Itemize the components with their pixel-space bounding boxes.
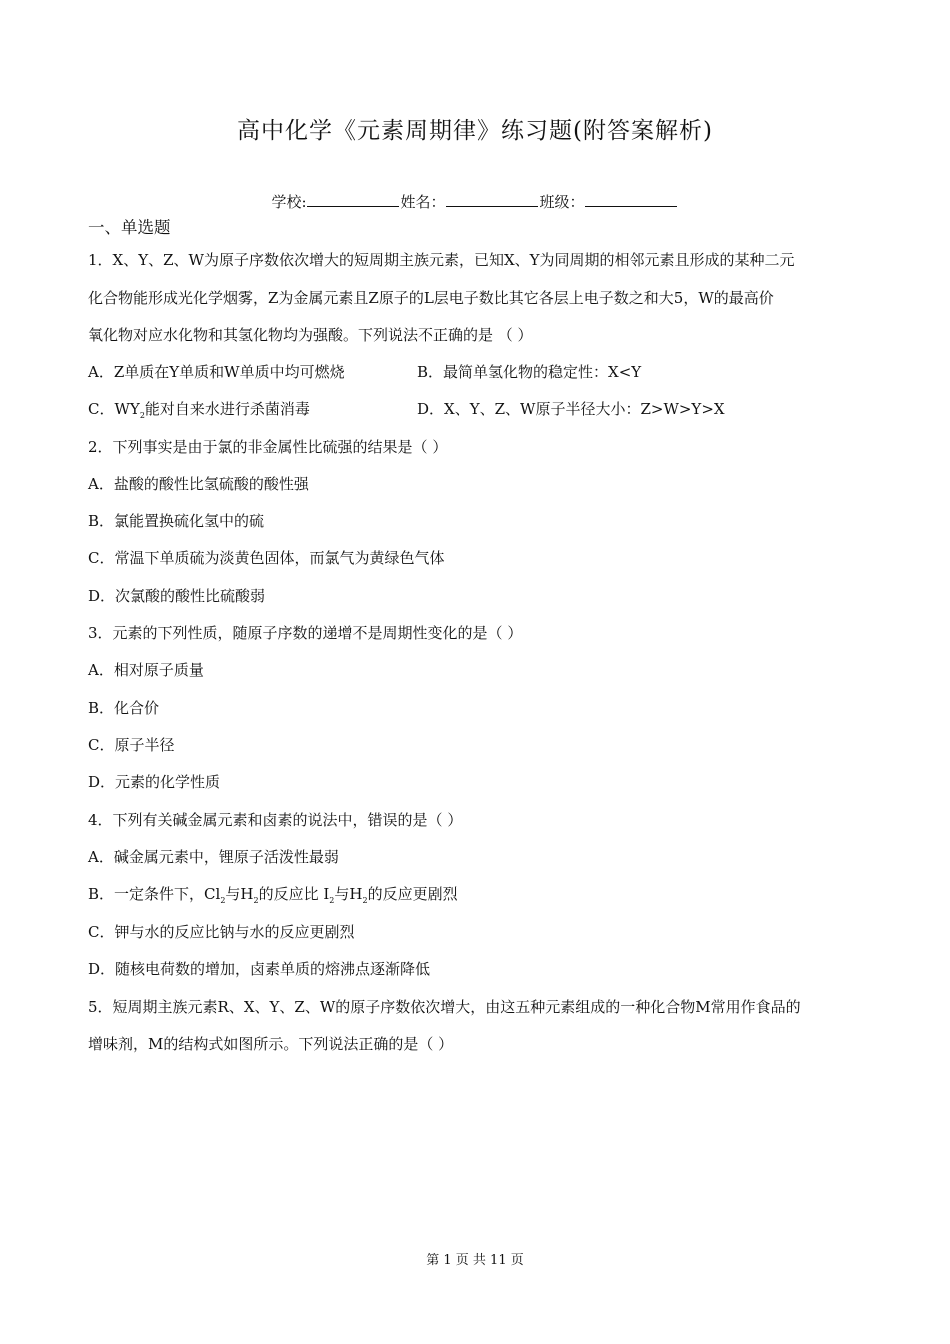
school-blank[interactable] <box>307 191 399 207</box>
q4-option-b: B．一定条件下，$Cl_2$与$H_2$的反应比 $I_2$与$H_2$的反应更剧烈 <box>88 885 458 905</box>
q4-stem: 4．下列有关碱金属元素和卤素的说法中，错误的是（ ） <box>88 811 463 829</box>
name-label: 姓名： <box>400 193 446 211</box>
q1-option-c: C．$WY_2$能对自来水进行杀菌消毒 <box>88 400 310 420</box>
q4-option-d: D．随核电荷数的增加，卤素单质的熔沸点逐渐降低 <box>88 960 431 978</box>
q2-option-a: A．盐酸的酸性比氢硫酸的酸性强 <box>88 475 309 493</box>
q1-stem-line-3: 氧化物对应水化物和其氢化物均为强酸。下列说法不正确的是 （ ） <box>88 326 533 344</box>
school-label: 学校: <box>271 193 307 211</box>
q3-option-d: D．元素的化学性质 <box>88 773 221 791</box>
q5-stem-line-2: 增味剂，M的结构式如图所示。下列说法正确的是（ ） <box>88 1035 454 1053</box>
q1-option-b: B．最简单氢化物的稳定性：X<Y <box>417 363 642 381</box>
section-heading: 一、单选题 <box>88 218 171 237</box>
q1-stem-line-1: 1．X、Y、Z、W为原子序数依次增大的短周期主族元素，已知X、Y为同周期的相邻元素且形成的某种二元 <box>88 251 795 269</box>
q5-stem-line-1: 5．短周期主族元素R、X、Y、Z、W的原子序数依次增大，由这五种元素组成的一种化合物M常用作食品的 <box>88 998 801 1016</box>
q2-option-b: B．氯能置换硫化氢中的硫 <box>88 512 265 530</box>
q4-option-c: C．钾与水的反应比钠与水的反应更剧烈 <box>88 923 355 941</box>
q2-option-d: D．次氯酸的酸性比硫酸弱 <box>88 587 266 605</box>
q2-stem: 2．下列事实是由于氯的非金属性比硫强的结果是（ ） <box>88 438 448 456</box>
q4-option-a: A．碱金属元素中，锂原子活泼性最弱 <box>88 848 339 866</box>
name-blank[interactable] <box>446 191 538 207</box>
q1-option-d: D．X、Y、Z、W原子半径大小：Z>W>Y>X <box>417 400 725 418</box>
class-label: 班级： <box>539 193 585 211</box>
class-blank[interactable] <box>585 191 677 207</box>
q2-option-c: C．常温下单质硫为淡黄色固体，而氯气为黄绿色气体 <box>88 549 445 567</box>
q1-stem-line-2: 化合物能形成光化学烟雾，Z为金属元素且Z原子的L层电子数比其它各层上电子数之和大5，W的最高价 <box>88 289 774 307</box>
q3-stem: 3．元素的下列性质，随原子序数的递增不是周期性变化的是（ ） <box>88 624 523 642</box>
q3-option-b: B．化合价 <box>88 699 160 717</box>
document-title: 高中化学《元素周期律》练习题(附答案解析) <box>237 118 713 144</box>
page-footer: 第 1 页 共 11 页 <box>426 1253 524 1268</box>
q3-option-a: A．相对原子质量 <box>88 661 204 679</box>
q1-option-a: A．Z单质在Y单质和W单质中均可燃烧 <box>88 363 345 381</box>
student-info-line <box>0 191 950 212</box>
q3-option-c: C．原子半径 <box>88 736 175 754</box>
